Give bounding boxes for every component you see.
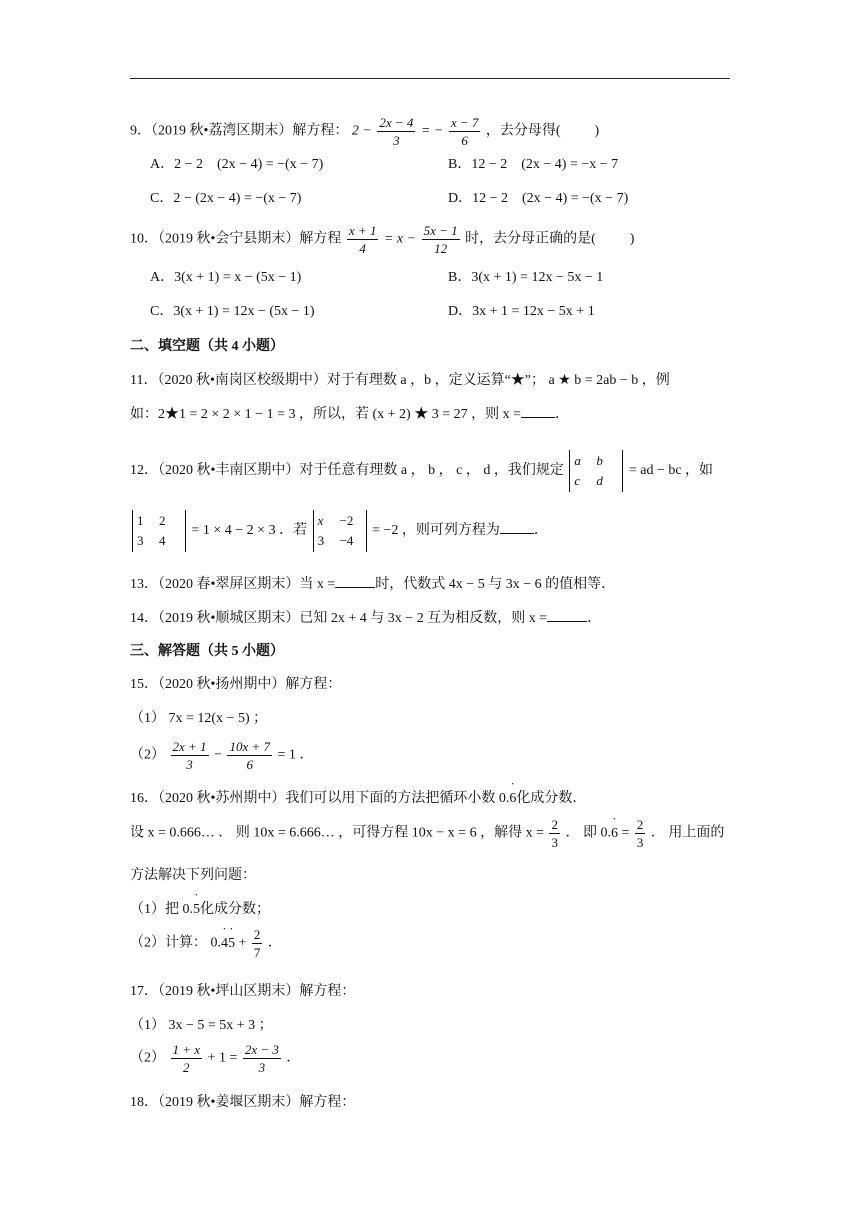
question-16-line2: 设 x = 0.666… ． 则 10x = 6.666… ，可得方程 10x − x = 6 ，解得 x = $\frac{2}{3}$ ． 即 0.6 ˙ = $\frac{2}{3}$ ． 用上面的 — [130, 818, 724, 849]
fraction: $\frac{2}{3}$ — [636, 817, 644, 850]
question-16-line3: 方法解决下列问题： — [130, 868, 256, 883]
fraction: $\frac{2}{3}$ — [551, 817, 558, 850]
section-heading-fill-in: 二、填空题（共 4 小题） — [130, 339, 284, 354]
question-15-item-2: （2） $\frac{2x + 1}{3}$ − $\frac{10x + 7}{6}$ = 1 ． — [130, 739, 314, 772]
section-heading-solve: 三、解答题（共 5 小题） — [130, 644, 284, 659]
option-c: C．3(x + 1) = 12x − (5x − 1) — [150, 304, 315, 319]
fraction: $\frac{2x - 4}{3}$ — [379, 115, 414, 148]
fraction: $\frac{5x - 1}{12}$ — [423, 223, 458, 256]
fraction: $\frac{2x + 1}{3}$ — [172, 739, 207, 772]
determinant: a b c d — [569, 450, 623, 492]
option-c: C．2 − (2x − 4) = −(x − 7) — [150, 191, 302, 206]
question-14: 14．（2019 秋•顺城区期末）已知 2x + 4 与 3x − 2 互为相反数，则 x = ． — [130, 611, 602, 626]
determinant: x −2 3 −4 — [313, 510, 367, 552]
fraction: $\frac{1 + x}{2}$ — [172, 1042, 201, 1075]
option-b: B．12 − 2 (2x − 4) = −x − 7 — [448, 157, 619, 172]
question-9: 9．（2019 秋•荔湾区期末）解方程： 2 − $\frac{2x - 4}{3}$ = − $\frac{x - 7}{6}$ ，去分母得( ) — [130, 115, 600, 148]
option-d: D．12 − 2 (2x − 4) = −(x − 7) — [448, 191, 629, 206]
question-17-item-2: （2） $\frac{1 + x}{2}$ + 1 = $\frac{2x - 3}{3}$ ． — [130, 1042, 301, 1075]
question-16-item-2: （2）计算： 0.4 ˙5 ˙ + $\frac{2}{7}$ ． — [130, 928, 282, 959]
answer-blank — [547, 621, 587, 622]
answer-blank — [335, 587, 375, 588]
option-b: B．3(x + 1) = 12x − 5x − 1 — [448, 270, 604, 285]
question-13: 13．（2020 春•翠屏区期末）当 x = 时，代数式 4x − 5 与 3x − 6 的值相等． — [130, 577, 616, 592]
option-a: A．3(x + 1) = x − (5x − 1) — [150, 270, 302, 285]
question-18: 18．（2019 秋•姜堰区期末）解方程： — [130, 1095, 356, 1110]
fraction: $\frac{x - 7}{6}$ — [450, 115, 479, 148]
option-d: D．3x + 1 = 12x − 5x + 1 — [448, 304, 595, 319]
determinant: 1 2 3 4 — [132, 510, 186, 552]
question-16-item-1: （1）把 0.5 ˙化成分数； — [130, 903, 270, 917]
question-12-line2: 1 2 3 4 = 1 × 4 − 2 × 3 ．若 x −2 3 −4 = −2 ，则可列方程为 ． — [130, 510, 548, 552]
question-12-line1: 12．（2020 秋•丰南区期中）对于任意有理数 a ， b ， c ， d ，我们规定 a b c d = ad − bc ，如 — [130, 450, 713, 492]
option-a: A．2 − 2 (2x − 4) = −(x − 7) — [150, 157, 324, 172]
question-16: 16．（2020 秋•苏州期中）我们可以用下面的方法把循环小数 0.6 ˙化成分数． — [130, 792, 586, 806]
fraction: $\frac{10x + 7}{6}$ — [229, 739, 270, 772]
answer-blank — [500, 533, 534, 534]
header-rule — [130, 78, 730, 79]
question-15: 15．（2020 秋•扬州期中）解方程： — [130, 677, 342, 692]
question-11-line1: 11．（2020 秋•南岗区校级期中）对于有理数 a ，b ，定义运算“★”； a ★ b = 2ab − b ，例 — [130, 373, 670, 388]
fraction: $\frac{2x - 3}{3}$ — [244, 1042, 279, 1075]
question-17-item-1: （1） 3x − 5 = 5x + 3 ； — [130, 1018, 273, 1033]
answer-blank — [521, 417, 555, 418]
fraction: $\frac{x + 1}{4}$ — [348, 223, 377, 256]
question-10: 10．（2019 秋•会宁县期末）解方程 $\frac{x + 1}{4}$ = x − $\frac{5x - 1}{12}$ 时，去分母正确的是( ) — [130, 223, 635, 256]
question-15-item-1: （1） 7x = 12(x − 5) ； — [130, 711, 268, 726]
question-11-line2: 如：2★1 = 2 × 2 × 1 − 1 = 3 ，所以，若 (x + 2) ★ 3 = 27 ，则 x = ． — [130, 407, 569, 422]
question-17: 17．（2019 秋•坪山区期末）解方程： — [130, 984, 356, 999]
fraction: $\frac{2}{7}$ — [253, 927, 261, 960]
